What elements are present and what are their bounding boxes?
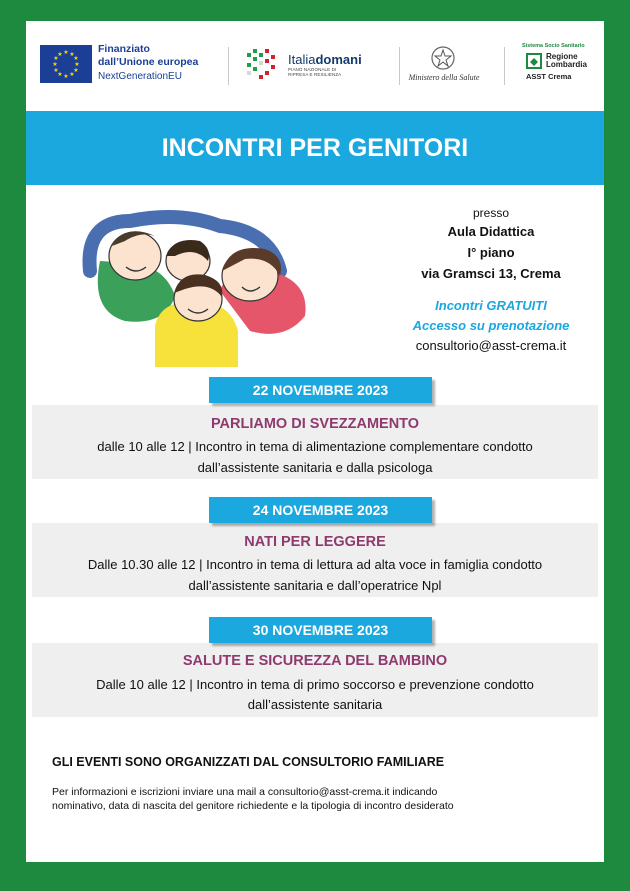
svg-text:★: ★ [53, 67, 59, 74]
svg-text:★: ★ [63, 49, 69, 56]
event-title: NATI PER LEGGERE [244, 534, 386, 550]
info-text [52, 785, 572, 813]
contact-email[interactable]: consultorio@asst-crema.it [415, 338, 567, 353]
italia-domani-subtitle: PIANO NAZIONALE DI RIPRESA E RESILIENZA [288, 67, 342, 77]
flyer-page [26, 21, 604, 862]
svg-text:★: ★ [73, 67, 79, 74]
svg-text:★: ★ [52, 61, 58, 68]
logo-bar [26, 21, 604, 109]
regione-lombardia-text [546, 53, 587, 69]
event-date-badge: 30 NOVEMBRE 2023 [209, 617, 432, 643]
event-description-line: dalle 10 alle 12 | Incontro in tema di alimentazione complementare condotto [97, 439, 533, 454]
venue-info [386, 205, 596, 356]
svg-text:★: ★ [74, 61, 80, 68]
italia-domani-text [288, 53, 362, 77]
svg-text:★: ★ [69, 51, 75, 58]
family-illustration [70, 201, 314, 367]
info-line-1: Per informazioni e iscrizioni inviare una mail a consultorio@asst-crema.it indicando [52, 786, 438, 798]
page-title: INCONTRI PER GENITORI [26, 111, 604, 185]
italia-domani-name [288, 53, 362, 67]
italia-domani-logo-icon [245, 47, 285, 81]
domani-name-part: domani [315, 52, 362, 67]
italian-emblem-icon [430, 45, 456, 71]
svg-text:★: ★ [63, 73, 69, 80]
event-description-line: dall’assistente sanitaria e dalla psicologa [197, 460, 433, 475]
rl-name-line-2: Lombardia [546, 60, 587, 69]
eu-flag-icon [40, 45, 92, 83]
regione-lombardia-icon [526, 53, 542, 69]
rl-system-text: Sistema Socio Sanitario [522, 43, 585, 49]
event-title: SALUTE E SICUREZZA DEL BAMBINO [182, 653, 448, 669]
eu-line-2: dall’Unione europea [98, 56, 199, 68]
event-date-badge: 22 NOVEMBRE 2023 [209, 377, 432, 403]
svg-text:★: ★ [57, 71, 63, 78]
event-description-line: dall’assistente sanitaria [247, 697, 383, 712]
italia-name-part: Italia [288, 52, 316, 67]
svg-text:★: ★ [69, 71, 75, 78]
logo-separator [228, 47, 229, 85]
ministero-salute-text: Ministero della Salute [408, 73, 480, 82]
logo-separator [504, 47, 505, 85]
eu-line-1: Finanziato [98, 43, 150, 55]
venue-presso: presso [472, 206, 510, 220]
event-description-line: Dalle 10.30 alle 12 | Incontro in tema di lettura ad alta voce in famiglia condotto [87, 557, 543, 572]
asst-crema-text: ASST Crema [526, 72, 572, 81]
event-description-line: dall’assistente sanitaria e dall’operatrice Npl [188, 578, 442, 593]
booking-text: Accesso su prenotazione [412, 318, 570, 333]
rl-name-line-1: Regione [546, 52, 578, 61]
free-events-text: Incontri GRATUITI [435, 298, 547, 313]
eu-funding-text [98, 43, 223, 83]
svg-text:★: ★ [57, 51, 63, 58]
venue-address: via Gramsci 13, Crema [421, 266, 561, 281]
event-title: PARLIAMO DI SVEZZAMENTO [210, 416, 420, 432]
event-date-badge: 24 NOVEMBRE 2023 [209, 497, 432, 523]
svg-text:★: ★ [53, 55, 59, 62]
info-line-2: nominativo, data di nascita del genitore richiedente e la tipologia di incontro desiderato [52, 800, 454, 812]
organizer-text: GLI EVENTI SONO ORGANIZZATI DAL CONSULTORIO FAMILIARE [52, 755, 445, 769]
event-description-line: Dalle 10 alle 12 | Incontro in tema di primo soccorso e prevenzione condotto [96, 677, 534, 692]
venue-room: Aula Didattica [447, 224, 535, 239]
venue-floor: I° piano [467, 245, 515, 260]
eu-line-3: NextGenerationEU [98, 71, 182, 82]
svg-text:★: ★ [73, 55, 79, 62]
logo-separator [399, 47, 400, 85]
